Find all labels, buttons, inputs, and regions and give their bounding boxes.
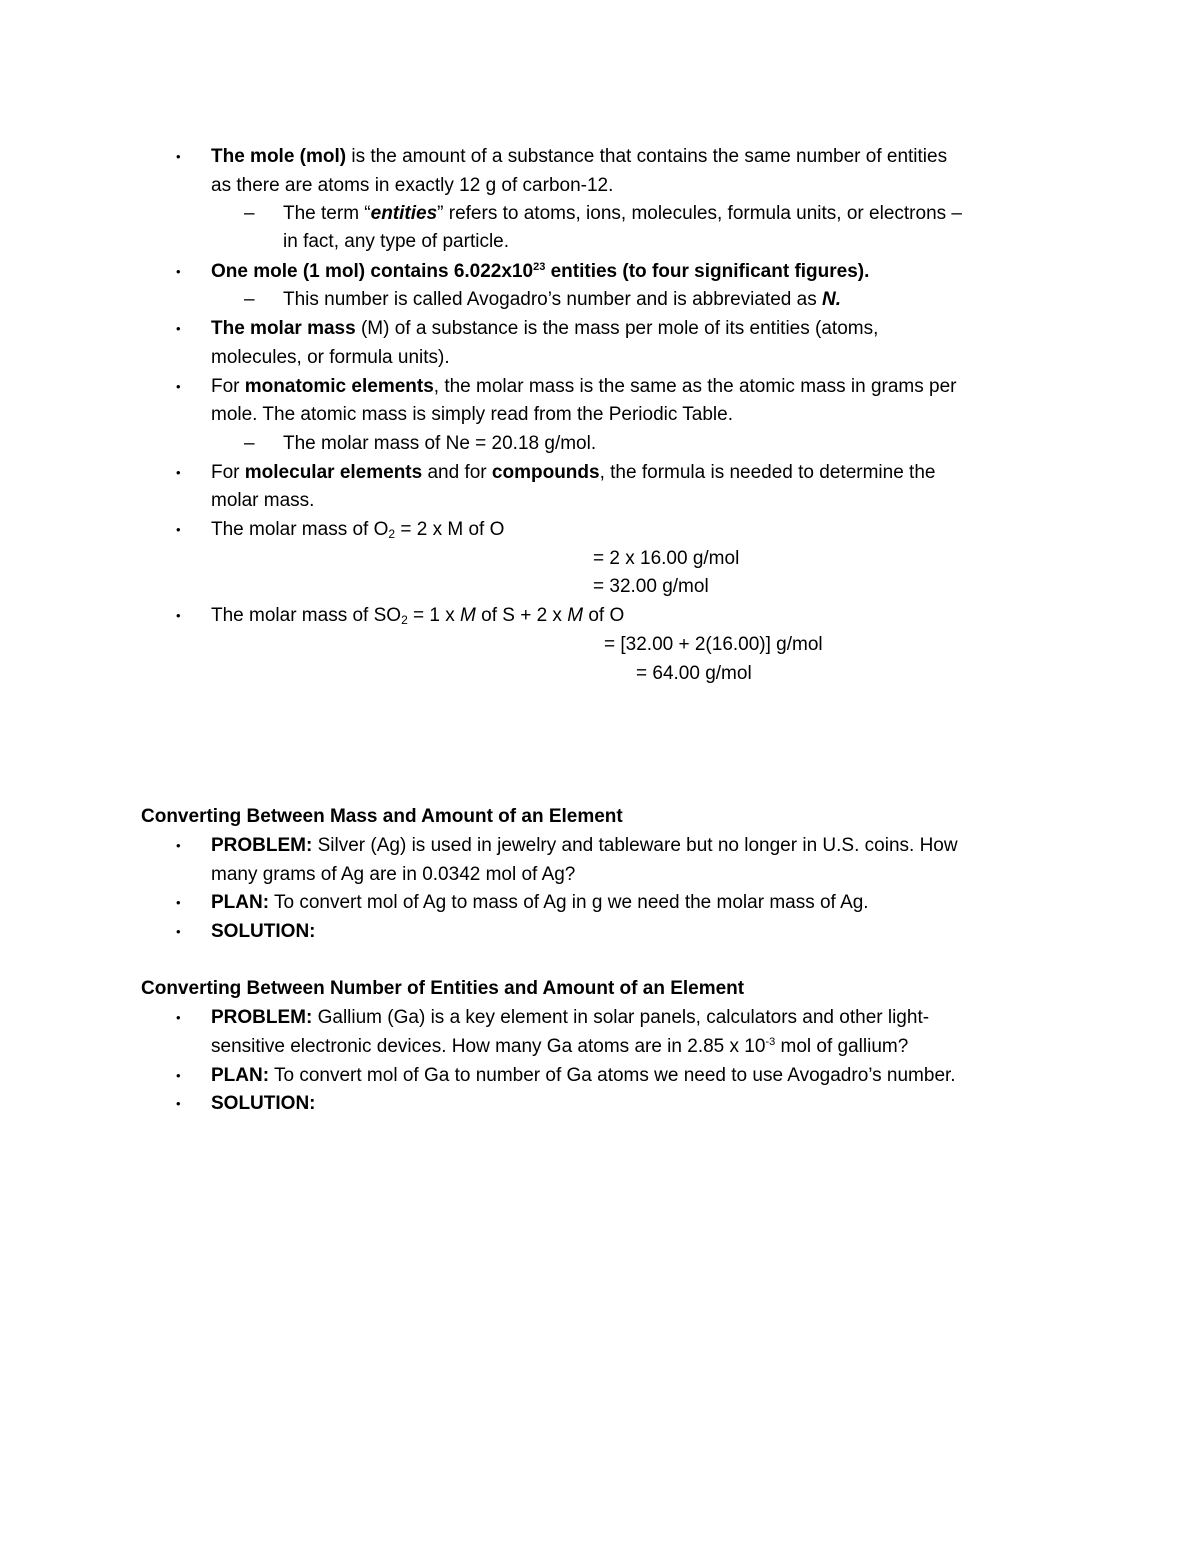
section2-problem-line2 [211, 1033, 908, 1061]
so2-post: of O [583, 605, 625, 626]
problem-label: PROBLEM: [211, 835, 313, 856]
entities-post: ” refers to atoms, ions, molecules, formula units, or electrons – [437, 203, 962, 224]
bullet: • [176, 379, 181, 394]
problem-label: PROBLEM: [211, 1007, 313, 1028]
section2-plan [211, 1062, 956, 1090]
section1-problem-line2: many grams of Ag are in 0.0342 mol of Ag? [211, 864, 576, 885]
molecular-pre: For [211, 462, 245, 483]
dash: – [244, 289, 255, 310]
section2-solution: SOLUTION: [211, 1093, 316, 1114]
so2-pre: The molar mass of SO [211, 605, 402, 626]
one-mole-post: entities (to four significant figures). [545, 261, 870, 282]
avogadro-note [283, 286, 841, 314]
mole-definition-line2: as there are atoms in exactly 12 g of carbon-12. [211, 175, 614, 196]
exponent: -3 [765, 1036, 776, 1048]
entities-pre: The term “ [283, 203, 371, 224]
exponent: 23 [533, 261, 546, 273]
molar-mass-def-line2: molecules, or formula units). [211, 347, 450, 368]
monatomic-post: , the molar mass is the same as the atomic mass in grams per [433, 376, 957, 397]
molecular-line2: molar mass. [211, 490, 315, 511]
so2-mid2: of S + 2 x [475, 605, 568, 626]
o2-pre: The molar mass of O [211, 519, 389, 540]
one-mole-line [211, 258, 869, 286]
section2-plan-text: To convert mol of Ga to number of Ga atoms we need to use Avogadro’s number. [269, 1065, 956, 1086]
monatomic-line1 [211, 373, 956, 401]
molecular-mid: and for [422, 462, 492, 483]
section1-heading: Converting Between Mass and Amount of an Element [141, 806, 623, 827]
ne-example: The molar mass of Ne = 20.18 g/mol. [283, 433, 597, 454]
bullet: • [176, 522, 181, 537]
mole-term: The mole (mol) [211, 146, 347, 167]
monatomic-term: monatomic elements [244, 376, 434, 397]
plan-label: PLAN: [211, 892, 270, 913]
dash: – [244, 203, 255, 224]
so2-m1: M [460, 605, 476, 626]
mole-definition-line1 [211, 143, 947, 171]
so2-example [211, 602, 624, 630]
bullet: • [176, 149, 181, 164]
so2-m2: M [567, 605, 584, 626]
molar-mass-term: The molar mass [211, 318, 356, 339]
bullet: • [176, 924, 181, 939]
monatomic-line2: mole. The atomic mass is simply read from the Periodic Table. [211, 404, 733, 425]
one-mole-pre: One mole (1 mol) contains 6.022x10 [211, 261, 534, 282]
avogadro-symbol: N. [822, 289, 841, 310]
bullet: • [176, 608, 181, 623]
section2-problem-line1 [211, 1004, 929, 1032]
bullet: • [176, 1010, 181, 1025]
section1-problem-line1 [211, 832, 958, 860]
section1-problem-text: Silver (Ag) is used in jewelry and tableware but no longer in U.S. coins. How [312, 835, 958, 856]
entities-note-line1 [283, 200, 962, 228]
bullet: • [176, 264, 181, 279]
entities-term: entities [370, 203, 438, 224]
bullet: • [176, 1068, 181, 1083]
molecular-post: , the formula is needed to determine the [599, 462, 936, 483]
molar-mass-def-line1 [211, 315, 878, 343]
section2-problem-pre: sensitive electronic devices. How many Ga atoms are in 2.85 x 10 [211, 1036, 766, 1057]
so2-step1: = [32.00 + 2(16.00)] g/mol [604, 634, 823, 655]
molecular-term1: molecular elements [244, 462, 423, 483]
mole-def-text: is the amount of a substance that contains the same number of entities [346, 146, 948, 167]
bullet: • [176, 895, 181, 910]
o2-post: = 2 x M of O [395, 519, 505, 540]
bullet: • [176, 321, 181, 336]
molecular-term2: compounds [491, 462, 600, 483]
dash: – [244, 433, 255, 454]
o2-example [211, 516, 504, 544]
avogadro-text: This number is called Avogadro’s number and is abbreviated as [283, 289, 822, 310]
section2-problem-post: mol of gallium? [775, 1036, 909, 1057]
bullet: • [176, 1096, 181, 1111]
bullet: • [176, 465, 181, 480]
monatomic-pre: For [211, 376, 245, 397]
so2-mid1: = 1 x [407, 605, 461, 626]
plan-label: PLAN: [211, 1065, 270, 1086]
section1-solution: SOLUTION: [211, 921, 316, 942]
section2-problem-text: Gallium (Ga) is a key element in solar panels, calculators and other light- [312, 1007, 930, 1028]
subscript: 2 [401, 613, 408, 627]
o2-step2: = 32.00 g/mol [593, 576, 709, 597]
section1-plan [211, 889, 869, 917]
bullet: • [176, 838, 181, 853]
section2-heading: Converting Between Number of Entities and Amount of an Element [141, 978, 745, 999]
o2-step1: = 2 x 16.00 g/mol [593, 548, 740, 569]
so2-step2: = 64.00 g/mol [636, 663, 752, 684]
molar-mass-def-text: (M) of a substance is the mass per mole of its entities (atoms, [355, 318, 879, 339]
entities-note-line2: in fact, any type of particle. [283, 231, 510, 252]
molecular-line1 [211, 459, 935, 487]
subscript: 2 [388, 527, 396, 541]
section1-plan-text: To convert mol of Ag to mass of Ag in g we need the molar mass of Ag. [269, 892, 869, 913]
